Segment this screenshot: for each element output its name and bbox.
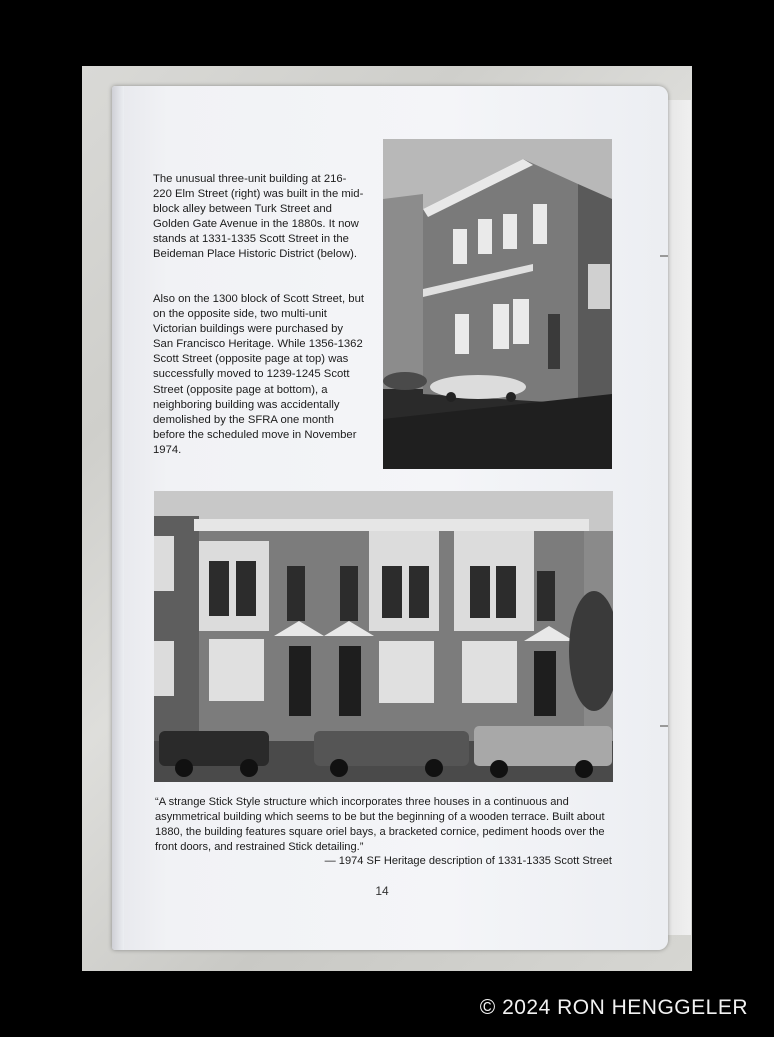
page-number: 14 bbox=[375, 884, 389, 898]
photo-elm-street-building bbox=[383, 139, 612, 469]
binding-stitch bbox=[660, 725, 668, 727]
body-paragraph-2: Also on the 1300 block of Scott Street, but on the opposite side, two multi-unit Victorian buildings were purchased by San Francisco Heritage. While 1356-1362 Scott Street (opposite page at top) was successfully moved to 1239-1245 Scott Street (opposite page at bottom), a neighboring building was accidentally demolished by the SFRA one month before the scheduled move in November 1974. bbox=[153, 293, 365, 456]
copyright-watermark: © 2024 RON HENGGELER bbox=[479, 996, 748, 1019]
photo-caption-quote: “A strange Stick Style structure which incorporates three houses in a continuous and asymmetrical building which seems to be but the beginning of a wooden terrace. Built about 1880, the building features square oriel bays, a bracketed cornice, pediment hoods over the front doors, and restrained Stick detailing.” bbox=[155, 796, 605, 853]
photo-caption-attribution: — 1974 SF Heritage description of 1331-1335 Scott Street bbox=[324, 855, 612, 867]
photo-scott-street-row bbox=[154, 491, 613, 782]
binding-stitch bbox=[660, 255, 668, 257]
body-paragraph-1: The unusual three-unit building at 216-220 Elm Street (right) was built in the mid-block alley between Turk Street and Golden Gate Avenue in the 1880s. It now stands at 1331-1335 Scott Street in the Beideman Place Historic District (below). bbox=[153, 173, 364, 261]
page-spine bbox=[112, 86, 124, 950]
